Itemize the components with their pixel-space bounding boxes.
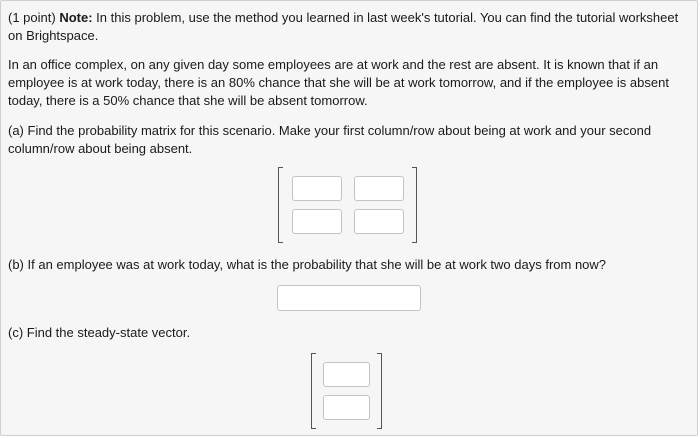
points-label: (1 point) bbox=[8, 10, 56, 25]
steady-state-vector bbox=[311, 353, 382, 427]
vector-cell-r2[interactable] bbox=[323, 395, 370, 420]
vector-right-bracket bbox=[377, 353, 382, 429]
note-text: In this problem, use the method you learned in last week's tutorial. You can find the tutorial worksheet on Brightspace. bbox=[8, 10, 679, 43]
vector-cell-r1[interactable] bbox=[323, 362, 370, 387]
matrix-left-bracket bbox=[278, 167, 283, 243]
matrix-cell-r1c2[interactable] bbox=[354, 176, 404, 201]
problem-setup: In an office complex, on any given day some employees are at work and the rest are absent. It is known that if an employee is at work today, there is an 80% chance that she will be at work tomorrow, and if the employee is absent today, there is a 50% chance that she will be absent tomorrow. bbox=[8, 57, 669, 108]
probability-matrix bbox=[278, 167, 417, 241]
part-b-answer-input[interactable] bbox=[277, 285, 421, 311]
matrix-cell-r2c1[interactable] bbox=[292, 209, 342, 234]
note-label: Note: bbox=[59, 10, 93, 25]
part-c-question: (c) Find the steady-state vector. bbox=[8, 325, 191, 340]
part-b-question: (b) If an employee was at work today, what is the probability that she will be at work two days from now? bbox=[8, 257, 607, 272]
vector-left-bracket bbox=[311, 353, 316, 429]
matrix-cell-r2c2[interactable] bbox=[354, 209, 404, 234]
part-a-question: (a) Find the probability matrix for this scenario. Make your first column/row about being at work and your second column/row about being absent. bbox=[8, 123, 652, 156]
matrix-right-bracket bbox=[412, 167, 417, 243]
problem-intro bbox=[8, 9, 690, 45]
matrix-cell-r1c1[interactable] bbox=[292, 176, 342, 201]
